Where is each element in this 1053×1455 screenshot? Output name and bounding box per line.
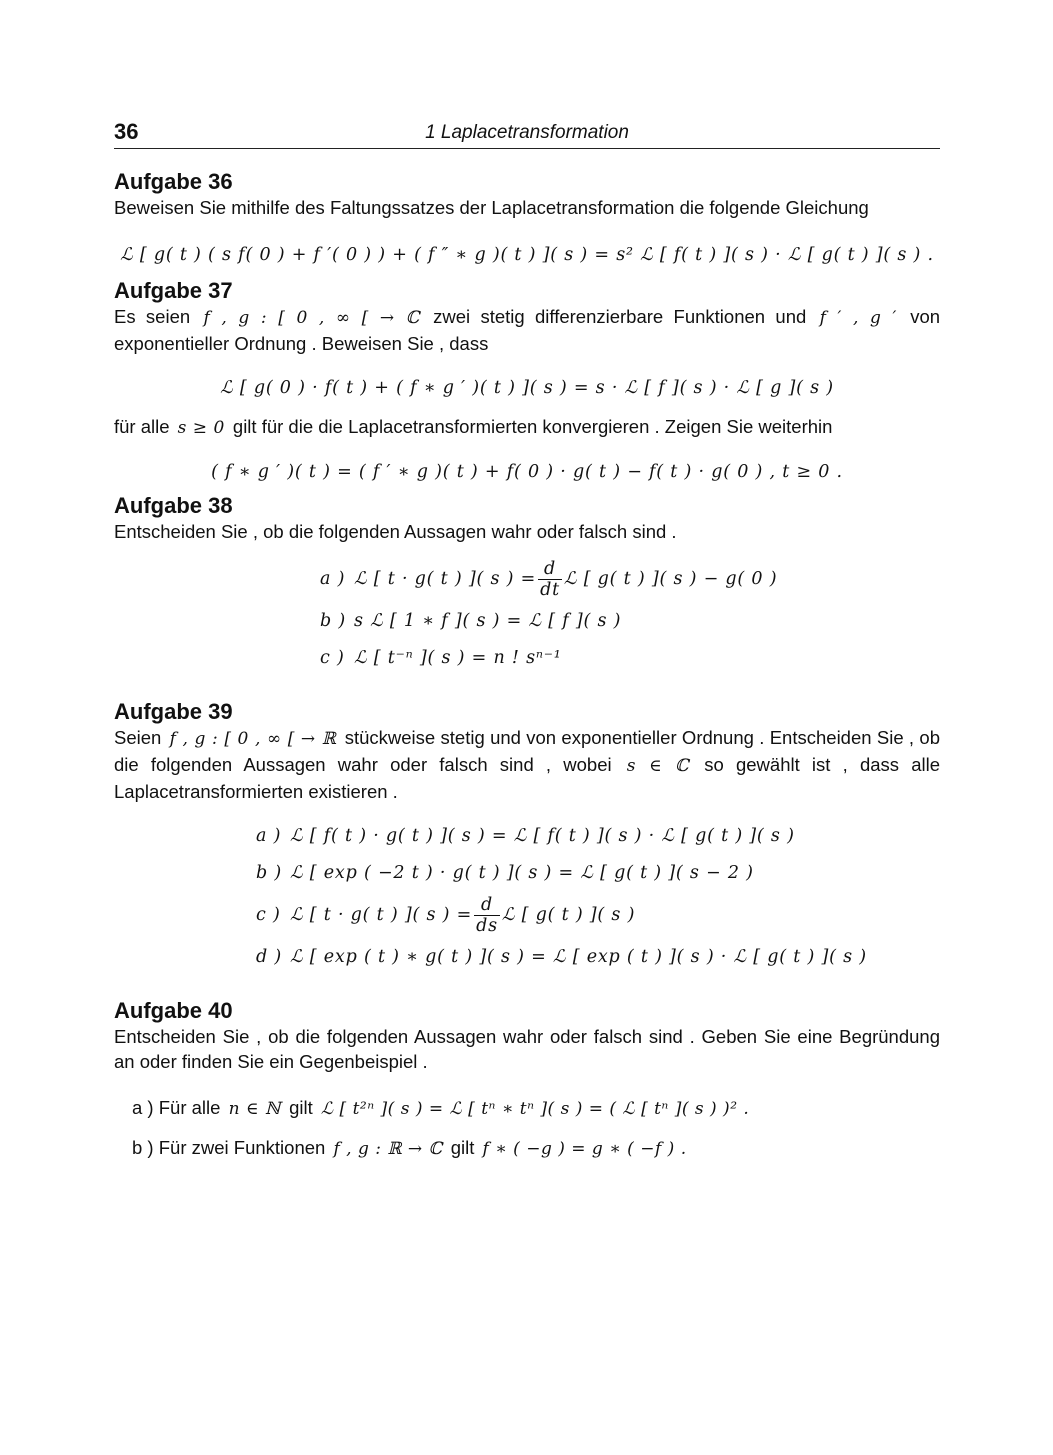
exercise-title: Aufgabe 39 [114, 699, 233, 724]
inline-math: n ∈ ℕ [228, 1099, 281, 1119]
text-fragment: Seien [114, 727, 162, 748]
equation-part: ℒ [ t⁻ⁿ ]( s ) = n ! sⁿ⁻¹ [354, 648, 562, 668]
exercise-38 [114, 493, 940, 677]
display-equation: ℒ [ g( t ) ( s f( 0 ) + f ′( 0 ) ) + ( f ″ ∗ g )( t ) ]( s ) = s² ℒ [ f( t ) ]( s ) · ℒ [ g( t ) ]( s ) . [120, 245, 934, 265]
equation-part: ℒ [ g( t ) ]( s ) [501, 905, 636, 925]
equation-part: ℒ [ t · g( t ) ]( s ) = [290, 905, 473, 925]
statement-label: c ) [256, 905, 281, 925]
text-fragment: gilt für die die Laplacetransformierten konvergieren . Zeigen Sie weiterhin [232, 416, 833, 437]
text-fragment: stückweise stetig und von exponentieller Ordnung . Entscheiden Sie , ob die folgenden Aussagen wahr oder falsch sind , wobei [114, 727, 940, 775]
equation-part: ℒ [ exp ( t ) ∗ g( t ) ]( s ) = ℒ [ exp ( t ) ]( s ) · ℒ [ g( t ) ]( s ) [290, 947, 867, 967]
exercise-title: Aufgabe 40 [114, 998, 233, 1023]
inline-math: s ≥ 0 [177, 418, 225, 438]
statement-list [132, 1088, 940, 1168]
exercise-37 [114, 278, 940, 493]
statement-label: c ) [320, 648, 345, 668]
statement-d [256, 939, 940, 976]
exercise-text: Entscheiden Sie , ob die folgenden Aussagen wahr oder falsch sind . [114, 521, 677, 542]
fraction-denominator: dt [540, 580, 560, 600]
equation-part: ℒ [ t · g( t ) ]( s ) = [354, 569, 537, 589]
exercise-40 [114, 998, 940, 1168]
inline-math: s ∈ ℂ [626, 756, 690, 776]
exercise-text [114, 414, 940, 441]
text-fragment: gilt [450, 1137, 475, 1158]
statement-a [256, 818, 940, 855]
text-fragment: Für zwei Funktionen [158, 1137, 326, 1158]
exercise-39 [114, 699, 940, 976]
fraction [474, 895, 500, 936]
equation-part: ℒ [ f( t ) · g( t ) ]( s ) = ℒ [ f( t ) ]( s ) · ℒ [ g( t ) ]( s ) [290, 826, 795, 846]
exercise-text [114, 304, 940, 356]
statement-label: a ) [132, 1097, 154, 1118]
inline-math: ℒ [ t²ⁿ ]( s ) = ℒ [ tⁿ ∗ tⁿ ]( s ) = ( ℒ [ tⁿ ]( s ) )² . [320, 1099, 750, 1119]
page-number: 36 [114, 119, 139, 144]
text-fragment: von exponentieller Ordnung . Beweisen Sie , dass [114, 306, 941, 354]
statement-a [132, 1088, 940, 1128]
fraction [538, 559, 562, 600]
statement-label: a ) [256, 826, 282, 846]
statement-b [132, 1128, 940, 1168]
text-fragment: für alle [114, 416, 170, 437]
exercise-36 [114, 169, 940, 272]
statement-label: b ) [132, 1137, 154, 1158]
page [114, 118, 940, 1168]
statement-label: b ) [320, 611, 346, 631]
fraction-numerator: d [474, 895, 500, 916]
fraction-numerator: d [538, 559, 562, 580]
text-fragment: Für alle [158, 1097, 221, 1118]
exercise-title: Aufgabe 36 [114, 169, 233, 194]
equation-part: s ℒ [ 1 ∗ f ]( s ) = ℒ [ f ]( s ) [354, 611, 622, 631]
statement-b [256, 855, 940, 892]
exercise-text [114, 725, 940, 804]
text-fragment: zwei stetig differenzierbare Funktionen und [433, 306, 807, 327]
statement-list [320, 556, 940, 677]
inline-math: f , g : [ 0 , ∞ [ → ℝ [169, 729, 337, 749]
display-equation: ℒ [ g( 0 ) · f( t ) + ( f ∗ g ′ )( t ) ]( s ) = s · ℒ [ f ]( s ) · ℒ [ g ]( s ) [220, 378, 834, 398]
text-fragment: so gewählt ist , dass alle Laplacetransformierten existieren . [114, 754, 941, 802]
exercise-title: Aufgabe 38 [114, 493, 233, 518]
text-fragment: Es seien [114, 306, 191, 327]
inline-math: f , g : ℝ → ℂ [333, 1139, 443, 1159]
fraction-denominator: ds [476, 916, 498, 936]
running-title: 1 Laplacetransformation [425, 122, 629, 143]
equation-part: ℒ [ exp ( −2 t ) · g( t ) ]( s ) = ℒ [ g( t ) ]( s − 2 ) [290, 863, 754, 883]
exercise-text: Entscheiden Sie , ob die folgenden Aussagen wahr oder falsch sind . Geben Sie eine Begründung an oder finden Sie ein Gegenbeispiel . [114, 1026, 940, 1072]
running-head [114, 118, 940, 149]
text-fragment: gilt [289, 1097, 313, 1118]
statement-list [256, 818, 940, 976]
inline-math: f , g : [ 0 , ∞ [ → ℂ [203, 308, 420, 328]
inline-math: f ∗ ( −g ) = g ∗ ( −f ) . [482, 1139, 687, 1159]
statement-a [320, 556, 940, 603]
statement-c [320, 640, 940, 677]
equation-part: ℒ [ g( t ) ]( s ) − g( 0 ) [563, 569, 778, 589]
inline-math: f ′ , g ′ [819, 308, 897, 328]
exercise-text: Beweisen Sie mithilfe des Faltungssatzes der Laplacetransformation die folgende Gleichung [114, 197, 869, 218]
statement-label: d ) [256, 947, 282, 967]
statement-c [256, 892, 940, 939]
statement-label: b ) [256, 863, 282, 883]
statement-label: a ) [320, 569, 346, 589]
display-equation: ( f ∗ g ′ )( t ) = ( f ′ ∗ g )( t ) + f( 0 ) · g( t ) − f( t ) · g( 0 ) , t ≥ 0 . [211, 462, 843, 482]
statement-b [320, 603, 940, 640]
exercise-title: Aufgabe 37 [114, 278, 233, 303]
